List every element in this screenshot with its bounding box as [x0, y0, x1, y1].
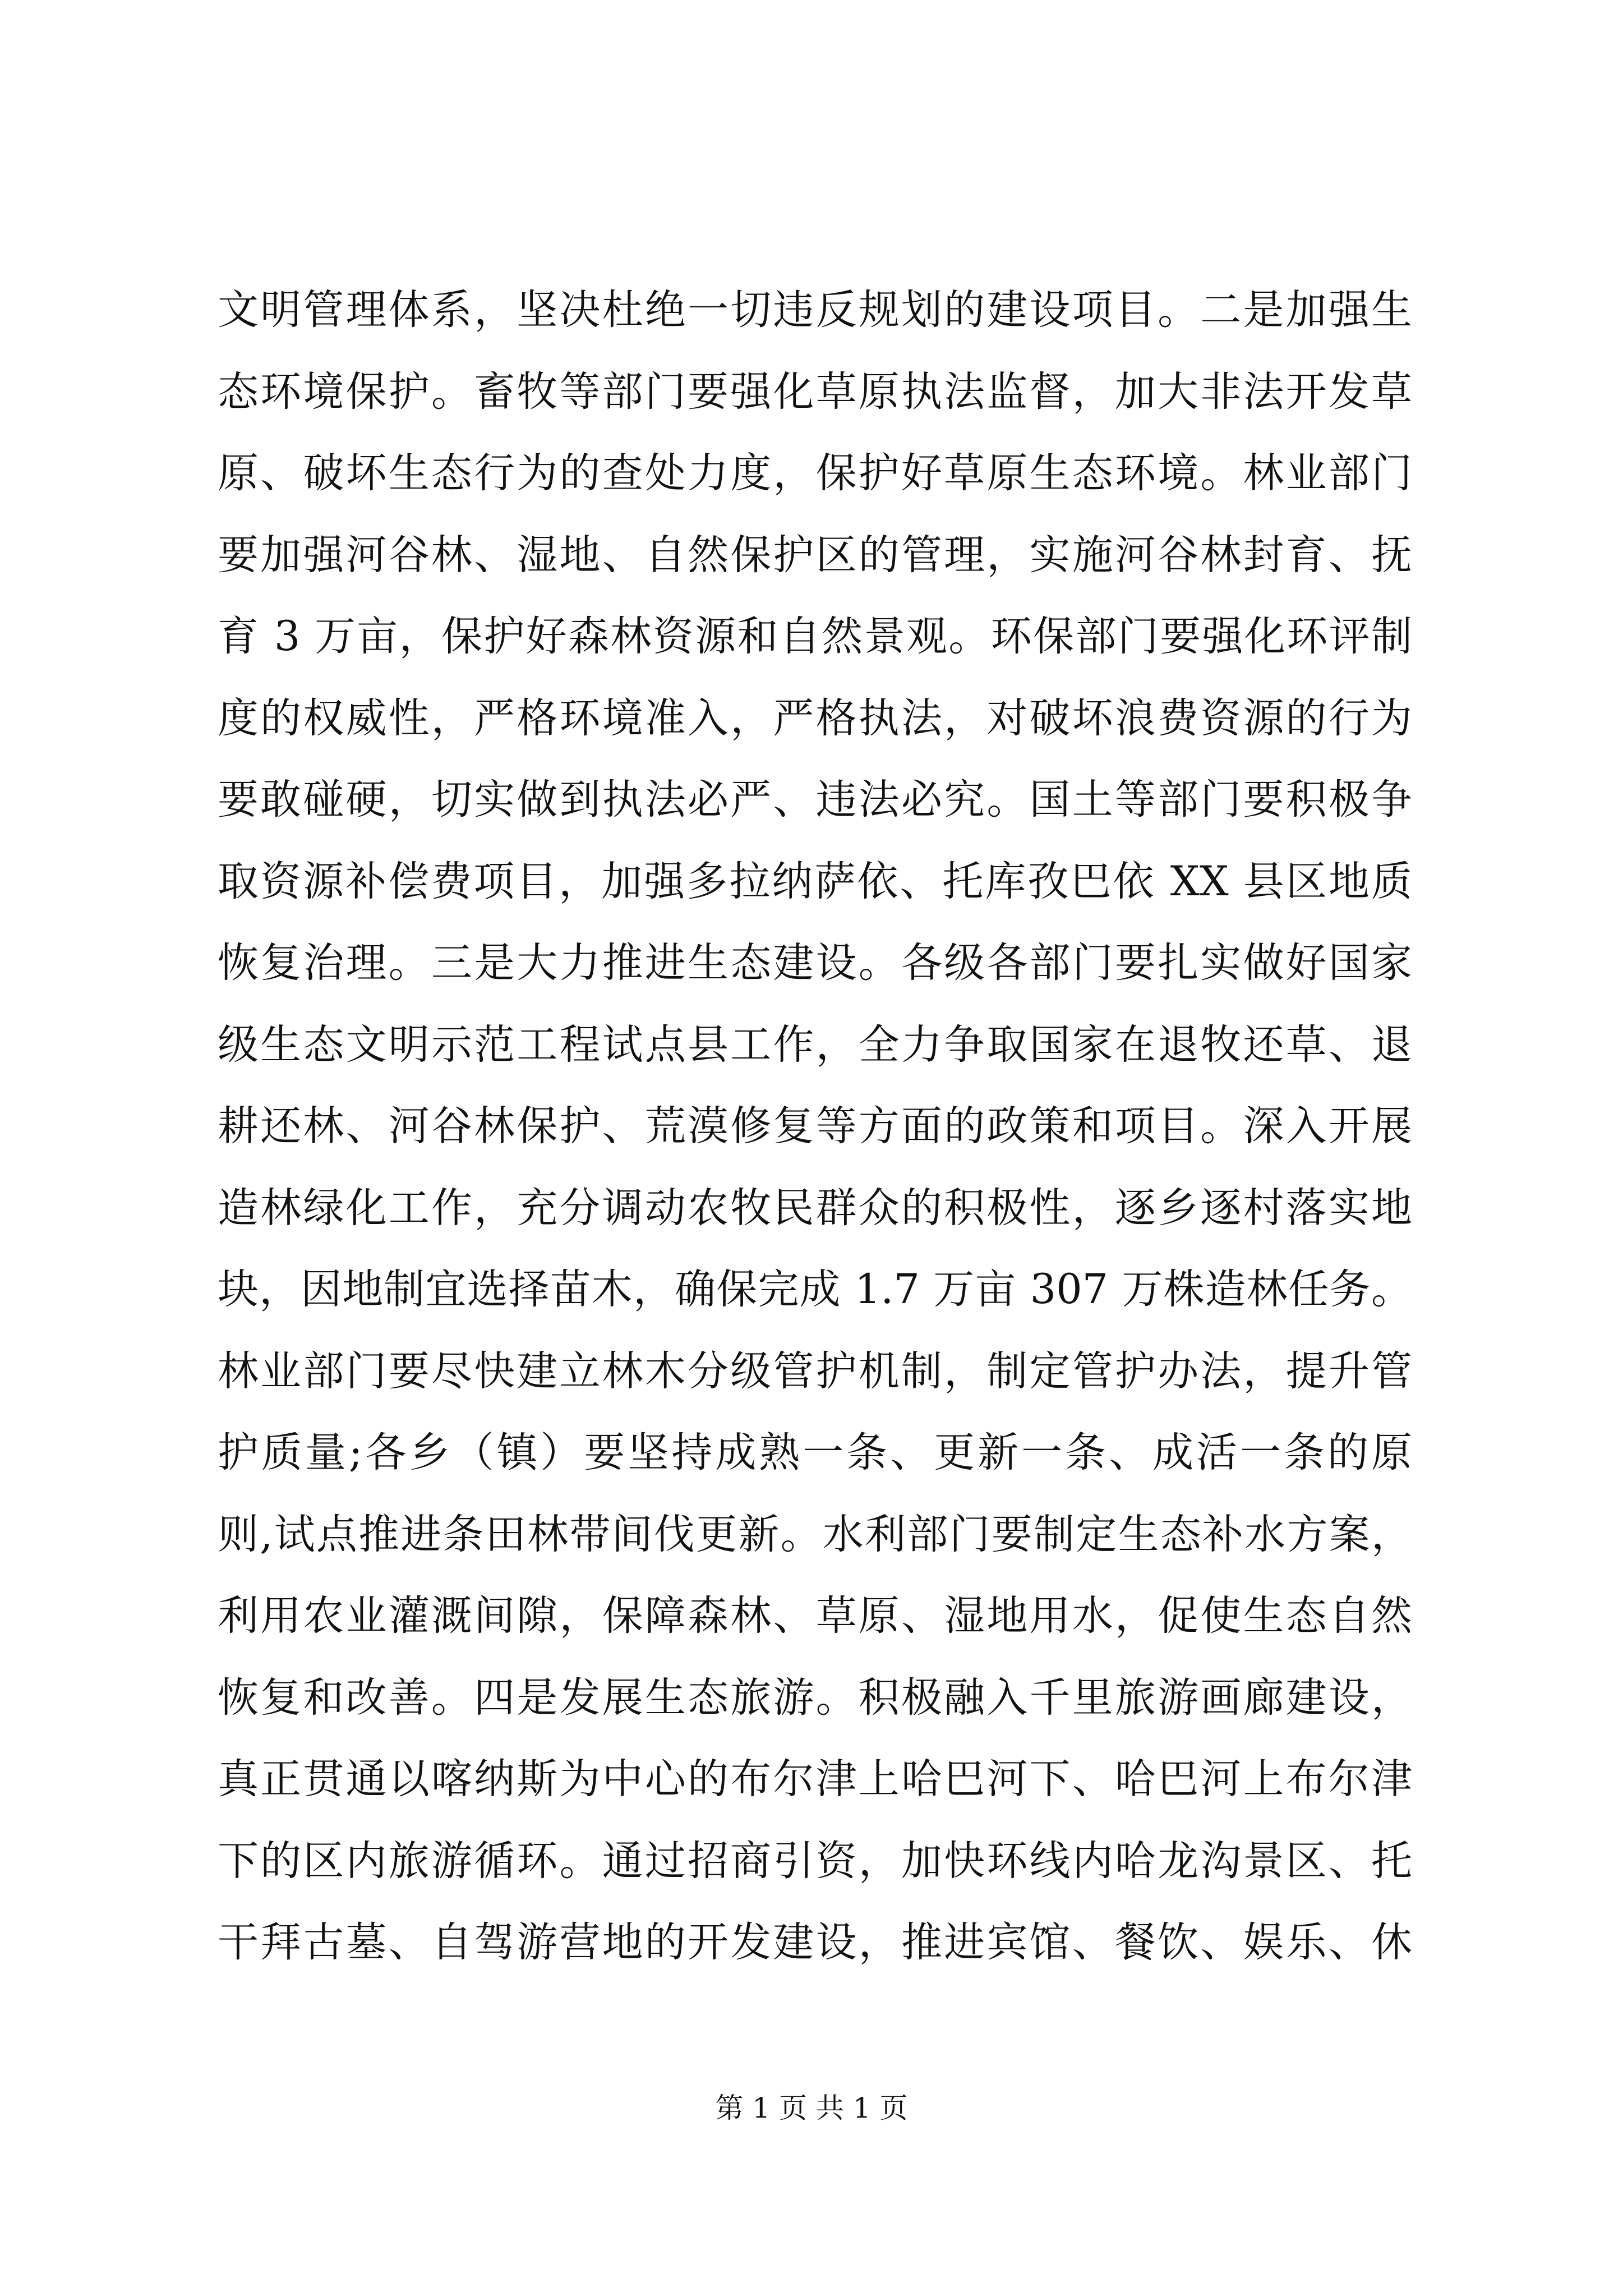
text-line: 利用农业灌溉间隙，保障森林、草原、湿地用水，促使生态自然 [218, 1592, 1412, 1640]
text-line: 耕还林、河谷林保护、荒漠修复等方面的政策和项目。深入开展 [218, 1102, 1412, 1150]
text-line: 原、破坏生态行为的查处力度，保护好草原生态环境。林业部门 [218, 449, 1412, 497]
text-line: 度的权威性，严格环境准入，严格执法，对破坏浪费资源的行为 [218, 694, 1412, 742]
text-line: 下的区内旅游循环。通过招商引资，加快环线内哈龙沟景区、托 [218, 1837, 1412, 1885]
text-line: 要加强河谷林、湿地、自然保护区的管理，实施河谷林封育、抚 [218, 531, 1412, 579]
text-line: 恢复和改善。四是发展生态旅游。积极融入千里旅游画廊建设， [218, 1673, 1412, 1722]
text-line: 态环境保护。畜牧等部门要强化草原执法监督，加大非法开发草 [218, 367, 1412, 416]
text-line: 恢复治理。三是大力推进生态建设。各级各部门要扎实做好国家 [218, 939, 1412, 987]
text-line: 林业部门要尽快建立林木分级管护机制，制定管护办法，提升管 [218, 1347, 1412, 1395]
text-line: 文明管理体系，坚决杜绝一切违反规划的建设项目。二是加强生 [218, 286, 1412, 334]
text-line: 要敢碰硬，切实做到执法必严、违法必究。国土等部门要积极争 [218, 776, 1412, 823]
text-line: 真正贯通以喀纳斯为中心的布尔津上哈巴河下、哈巴河上布尔津 [218, 1755, 1412, 1803]
text-line: 护质量;各乡（镇）要坚持成熟一条、更新一条、成活一条的原 [218, 1429, 1412, 1476]
text-line: 块，因地制宜选择苗木，确保完成 1.7 万亩 307 万株造林任务。 [218, 1266, 1412, 1313]
text-line: 取资源补偿费项目，加强多拉纳萨依、托库孜巴依 XX 县区地质 [218, 857, 1412, 905]
page-footer: 第 1 页 共 1 页 [715, 2092, 908, 2124]
text-line: 干拜古墓、自驾游营地的开发建设，推进宾馆、餐饮、娱乐、休 [218, 1918, 1412, 1966]
text-line: 则,试点推进条田林带间伐更新。水利部门要制定生态补水方案， [218, 1510, 1412, 1558]
text-line: 造林绿化工作，充分调动农牧民群众的积极性，逐乡逐村落实地 [218, 1184, 1412, 1232]
text-line: 级生态文明示范工程试点县工作，全力争取国家在退牧还草、退 [218, 1020, 1412, 1069]
text-line: 育 3 万亩，保护好森林资源和自然景观。环保部门要强化环评制 [218, 613, 1412, 660]
body-text [218, 269, 1412, 1984]
